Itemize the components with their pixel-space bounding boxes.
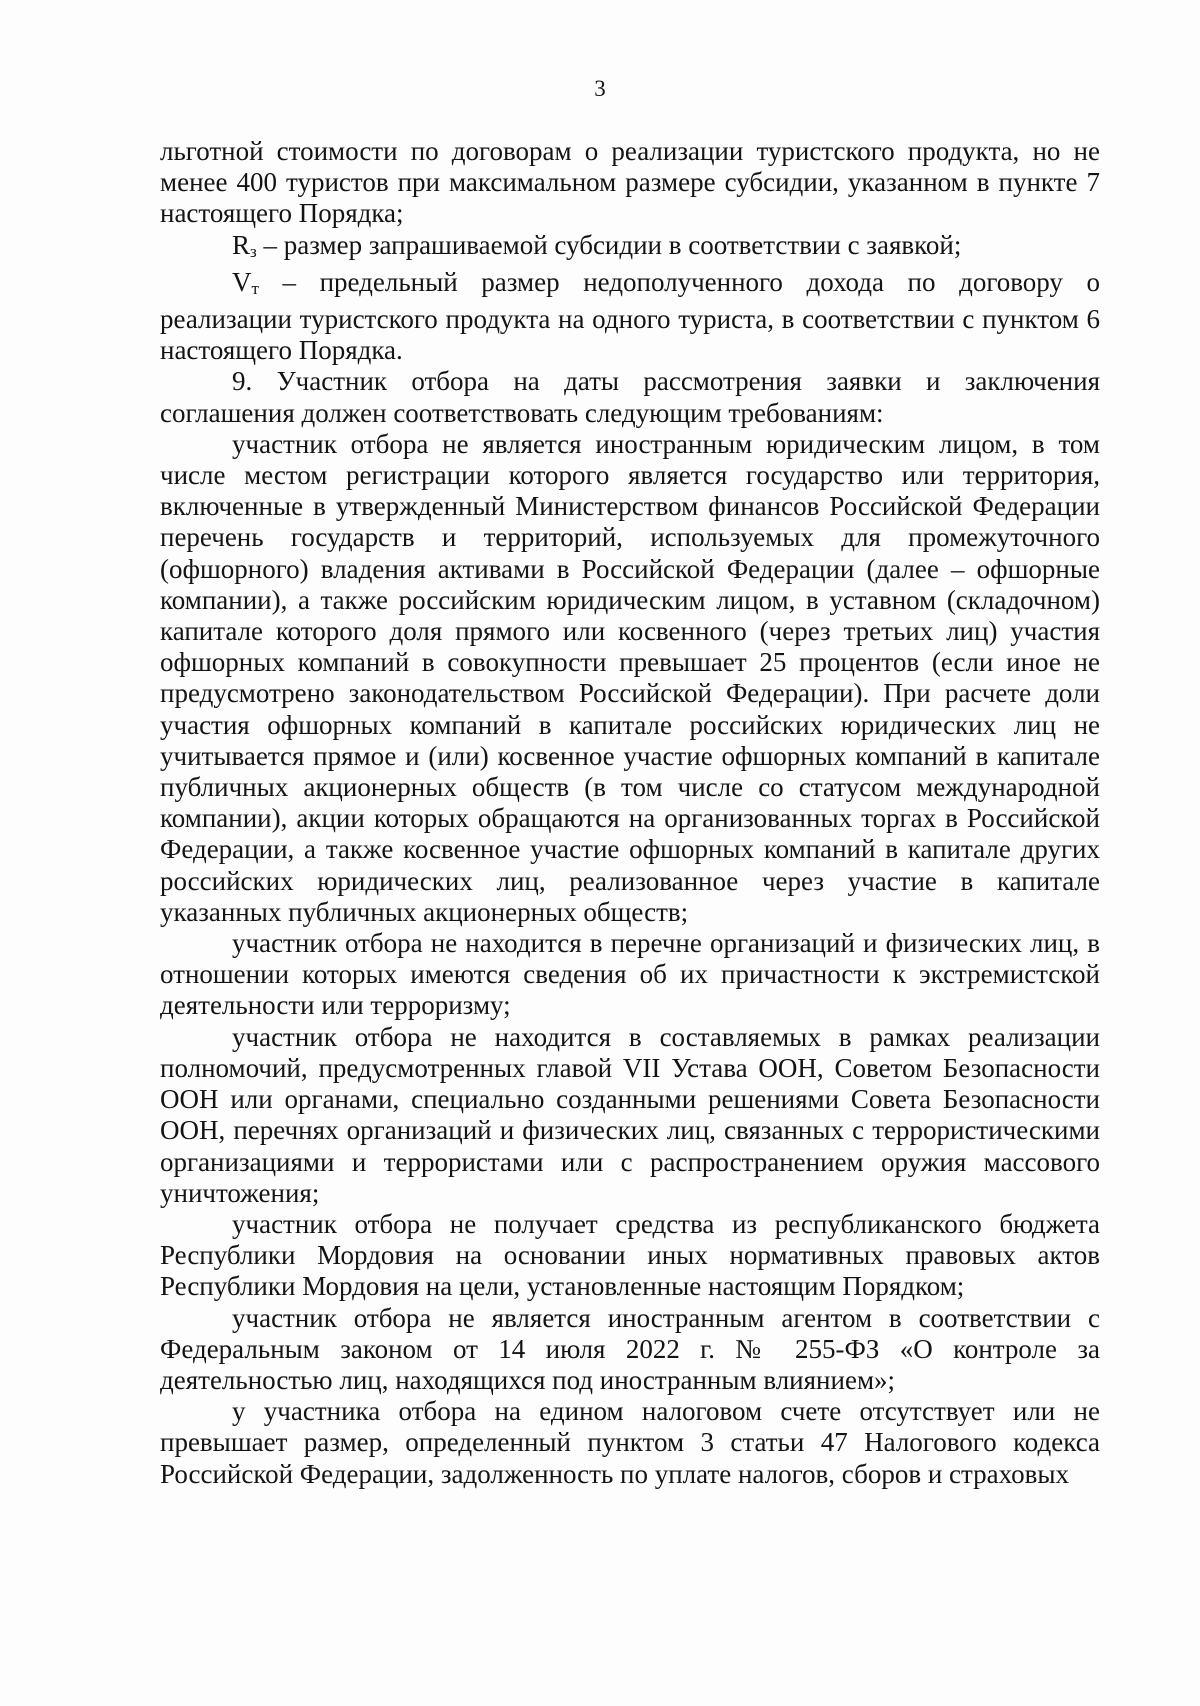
formula-subscript-t: т bbox=[251, 278, 259, 298]
formula-symbol-r: R bbox=[232, 229, 251, 260]
page-number: 3 bbox=[594, 76, 606, 101]
paragraph-budget-requirement: участник отбора не получает средства из республиканского бюджета Республики Мордовия на основании иных нормативных правовых актов Республики Мордовия на цели, установленные настоящим Порядком; bbox=[160, 1208, 1100, 1302]
definition-text: – предельный размер недополученного дохода по договору о реализации туристского продукта на одного туриста, в соответствии с пунктом 6 настоящего Порядка. bbox=[160, 266, 1100, 366]
paragraph-vt-definition bbox=[160, 267, 1100, 367]
formula-symbol-v: V bbox=[232, 266, 252, 297]
paragraph-item-9: 9. Участник отбора на даты рассмотрения заявки и заключения соглашения должен соответствовать следующим требованиям: bbox=[160, 366, 1100, 428]
paragraph-foreign-agent-requirement: участник отбора не является иностранным агентом в соответствии с Федеральным законом от 14 июля 2022 г. № 255-ФЗ «О контроле за деятельностью лиц, находящихся под иностранным влиянием»; bbox=[160, 1302, 1100, 1395]
paragraph-rz-definition bbox=[160, 230, 1100, 267]
paragraph-tax-requirement: у участника отбора на едином налоговом счете отсутствует или не превышает размер, определенный пунктом 3 статьи 47 Налогового кодекса Российской Федерации, задолженность по уплате налогов, сборов и страховых bbox=[160, 1396, 1100, 1489]
definition-text: – размер запрашиваемой субсидии в соответствии с заявкой; bbox=[256, 229, 962, 260]
document-body bbox=[160, 136, 1100, 1490]
paragraph-continuation: льготной стоимости по договорам о реализации туристского продукта, но не менее 400 туристов при максимальном размере субсидии, указанном в пункте 7 настоящего Порядка; bbox=[160, 136, 1100, 229]
formula-subscript-z: з bbox=[250, 241, 257, 261]
paragraph-offshore-requirement: участник отбора не является иностранным юридическим лицом, в том числе местом регистрации которого является государство или территория, включенные в утвержденный Министерством финансов Российской Федерации перечень государств и территорий, используемых для промежуточного (офшорного) владения активами в Российской Федерации (далее – офшорные компании), а также российским юридическим лицом, в уставном (складочном) капитале которого доля прямого или косвенного (через третьих лиц) участия офшорных компаний в совокупности превышает 25 процентов (если иное не предусмотрено законодательством Российской Федерации). При расчете доли участия офшорных компаний в капитале российских юридических лиц не учитывается прямое и (или) косвенное участие офшорных компаний в капитале публичных акционерных обществ (в том числе со статусом международной компании), акции которых обращаются на организованных торгах в Российской Федерации, а также косвенное участие офшорных компаний в капитале других российских юридических лиц, реализованное через участие в капитале указанных публичных акционерных обществ; bbox=[160, 428, 1100, 927]
paragraph-un-requirement: участник отбора не находится в составляемых в рамках реализации полномочий, предусмотренных главой VII Устава ООН, Советом Безопасности ООН или органами, специально созданными решениями Совета Безопасности ООН, перечнях организаций и физических лиц, связанных с террористическими организациями и террористами или с распространением оружия массового уничтожения; bbox=[160, 1021, 1100, 1208]
paragraph-extremism-requirement: участник отбора не находится в перечне организаций и физических лиц, в отношении которых имеются сведения об их причастности к экстремистской деятельности или терроризму; bbox=[160, 928, 1100, 1021]
